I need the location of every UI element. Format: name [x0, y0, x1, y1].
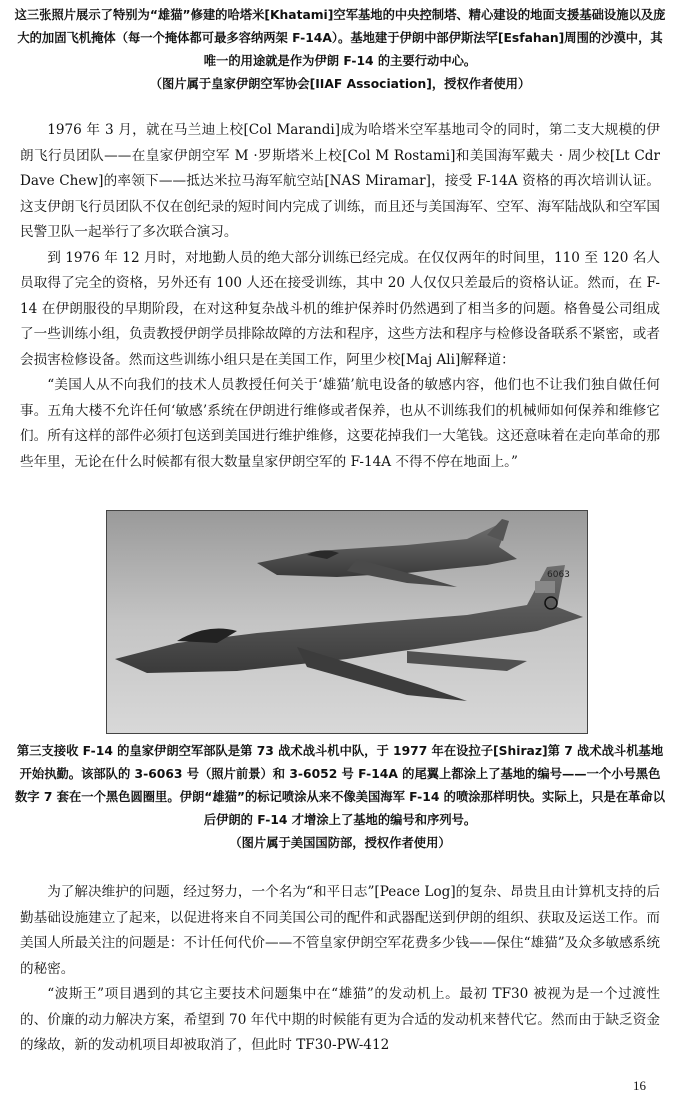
f14-photo-illustration: [107, 511, 587, 733]
paragraph-4: “波斯王”项目遇到的其它主要技术问题集中在“雄猫”的发动机上。最初 TF30 被视为是一个过渡性的、价廉的动力解决方案，希望到 70 年代中期的时候能有更为合适的发动机来替代它。然而由于缺乏资金的缘故，新的发动机项目却被取消了，但此时 TF30-PW-412: [20, 986, 660, 1053]
tail-number: 6063: [547, 570, 570, 580]
tail-flag-marking: [535, 581, 555, 593]
paragraph-quote: “美国人从不向我们的技术人员教授任何关于‘雄猫’航电设备的敏感内容，他们也不让我们独自做任何事。五角大楼不允许任何‘敏感’系统在伊朗进行维修或者保养，也从不训练我们的机械师如何保养和维修它们。所有这样的部件必须打包送到美国进行维护维修，这要花掉我们一大笔钱。这还意味着在走向革命的那些年里，无论在什么时候都有很大数量皇家伊朗空军的 F-14A 不得不停在地面上。”: [20, 377, 660, 470]
bottom-caption-text: 第三支接收 F-14 的皇家伊朗空军部队是第 73 战术战斗机中队，于 1977 年在设拉子[Shiraz]第 7 战术战斗机基地开始执勤。该部队的 3-6063 号（照片前景）和 3-6052 号 F-14A 的尾翼上都涂上了基地的编号——一个小号黑色数字 7 套在一个黑色圆圈里。伊朗“雄猫”的标记喷涂从来不像美国海军 F-14 的喷涂那样明快。实际上，只是在革命以后伊朗的 F-14 才增涂上了基地的编号和序列号。: [14, 744, 666, 827]
page-number: 16: [633, 1078, 646, 1093]
top-caption-credit: （图片属于皇家伊朗空军协会[IIAF Association]，授权作者使用）: [149, 77, 531, 91]
f14-formation-photo: [106, 510, 588, 734]
paragraph-1: 1976 年 3 月，就在马兰迪上校[Col Marandi]成为哈塔米空军基地司令的同时，第二支大规模的伊朗飞行员团队——在皇家伊朗空军 M ·罗斯塔米上校[Col M Rostami]和美国海军戴夫 · 周少校[Lt Cdr Dave Chew]的率领下——抵达米拉马海军航空站[NAS Miramar]，接受 F-14A 资格的再次培训认证。这支伊朗飞行员团队不仅在创纪录的短时间内完成了训练，而且还与美国海军、空军、海军陆战队和空军国民警卫队一起举行了多次联合演习。: [20, 122, 660, 240]
lower-body-text: [20, 880, 660, 1059]
top-photo-caption: [14, 4, 666, 96]
bottom-caption-credit: （图片属于美国国防部，授权作者使用）: [229, 836, 451, 850]
upper-body-text: [20, 118, 660, 475]
top-caption-text: 这三张照片展示了特别为“雄猫”修建的哈塔米[Khatami]空军基地的中央控制塔、精心建设的地面支援基础设施以及庞大的加固飞机掩体（每一个掩体都可最多容纳两架 F-14A）。基地建于伊朗中部伊斯法罕[Esfahan]周围的沙漠中，其唯一的用途就是作为伊朗 F-14 的主要行动中心。: [14, 8, 666, 68]
paragraph-2: 到 1976 年 12 月时，对地勤人员的绝大部分训练已经完成。在仅仅两年的时间里，110 至 120 名人员取得了完全的资格，另外还有 100 人还在接受训练，其中 20 人仅仅只差最后的资格认证。然而，在 F-14 在伊朗服役的早期阶段，在对这种复杂战斗机的维护保养时仍然遇到了相当多的问题。格鲁曼公司组成了一些训练小组，负责教授伊朗学员排除故障的方法和程序，这些方法和程序与检修设备联系不紧密，或者会损害检修设备。然而这些训练小组只是在美国工作，阿里少校[Maj Ali]解释道：: [20, 249, 660, 368]
paragraph-3: 为了解决维护的问题，经过努力，一个名为“和平日志”[Peace Log]的复杂、昂贵且由计算机支持的后勤基础设施建立了起来，以促进将来自不同美国公司的配件和武器配送到伊朗的组织、获取及运送工作。而美国人所最关注的问题是：不计任何代价——不管皇家伊朗空军花费多少钱——保住“雄猫”及众多敏感系统的秘密。: [20, 884, 660, 977]
bottom-photo-caption: [14, 740, 666, 855]
